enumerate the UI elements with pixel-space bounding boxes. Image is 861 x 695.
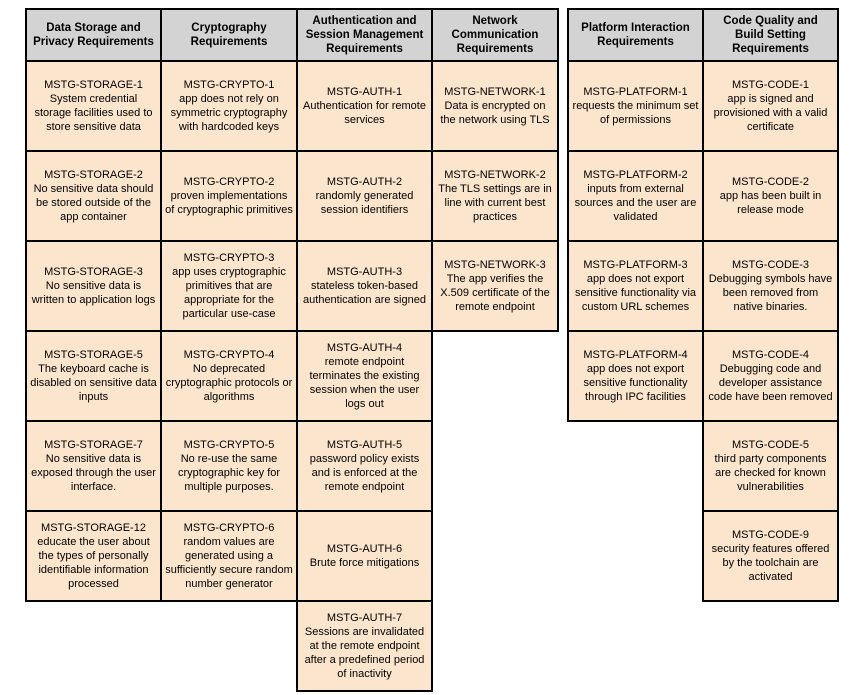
- requirement-cell: [160, 60, 298, 152]
- requirement-text: Sessions are invalidated at the remote endpoint after a predefined period of inactivity: [304, 626, 425, 680]
- requirement-id: MSTG-STORAGE-7: [44, 439, 143, 451]
- requirement-column: [25, 8, 162, 602]
- requirement-id: MSTG-CODE-5: [732, 439, 809, 451]
- requirement-cell: [567, 60, 704, 152]
- requirement-cell: [702, 150, 839, 242]
- requirement-id: MSTG-STORAGE-3: [44, 266, 143, 278]
- requirement-text: app is signed and provisioned with a valid certificate: [713, 93, 828, 133]
- requirement-text: stateless token-based authentication are signed: [303, 280, 426, 306]
- requirement-text: The app verifies the X.509 certificate of the remote endpoint: [440, 273, 550, 313]
- requirement-text: Data is encrypted on the network using TLS: [440, 100, 550, 126]
- requirement-id: MSTG-PLATFORM-4: [583, 349, 688, 361]
- requirement-text: No sensitive data is written to application logs: [31, 280, 156, 306]
- requirement-cell: [25, 420, 162, 512]
- requirement-cell: [25, 60, 162, 152]
- requirement-id: MSTG-AUTH-3: [326, 266, 403, 278]
- requirement-id: MSTG-NETWORK-3: [444, 259, 546, 271]
- requirement-text: app does not rely on symmetric cryptography with hardcoded keys: [170, 93, 288, 133]
- requirement-text: Debugging symbols have been removed from native binaries.: [708, 273, 833, 313]
- requirement-cell: [431, 150, 559, 242]
- requirement-text: No sensitive data should be stored outside of the app container: [33, 183, 154, 223]
- requirement-cell: [702, 240, 839, 332]
- requirement-cell: [25, 510, 162, 602]
- requirement-id: MSTG-CRYPTO-4: [183, 349, 275, 361]
- requirement-id: MSTG-CODE-1: [732, 79, 809, 91]
- requirement-cell: [567, 330, 704, 422]
- requirement-cell: [160, 150, 298, 242]
- requirement-cell: [25, 240, 162, 332]
- requirement-text: third party components are checked for known vulnerabilities: [714, 453, 827, 493]
- requirement-text: System credential storage facilities used to store sensitive data: [34, 93, 153, 133]
- requirement-text: app does not export sensitive functionality through IPC facilities: [583, 363, 688, 403]
- requirement-cell: [702, 330, 839, 422]
- requirement-text: inputs from external sources and the user are validated: [574, 183, 697, 223]
- requirement-text: security features offered by the toolchain are activated: [711, 543, 830, 583]
- requirement-id: MSTG-CRYPTO-3: [183, 252, 275, 264]
- requirement-cell: [160, 420, 298, 512]
- requirement-id: MSTG-PLATFORM-3: [583, 259, 688, 271]
- requirement-id: MSTG-PLATFORM-1: [583, 86, 688, 98]
- requirement-id: MSTG-STORAGE-12: [41, 522, 146, 534]
- requirement-text: No sensitive data is exposed through the user interface.: [31, 453, 156, 493]
- requirement-id: MSTG-CRYPTO-5: [183, 439, 275, 451]
- requirement-id: MSTG-CODE-4: [732, 349, 809, 361]
- requirement-cell: [296, 240, 433, 332]
- requirement-text: app does not export sensitive functionality via custom URL schemes: [574, 273, 697, 313]
- requirement-id: MSTG-AUTH-2: [326, 176, 403, 188]
- requirement-cell: [296, 420, 433, 512]
- requirement-cell: [567, 240, 704, 332]
- requirement-text: randomly generated session identifiers: [315, 190, 414, 216]
- requirement-column: [160, 8, 298, 602]
- requirement-id: MSTG-CODE-3: [732, 259, 809, 271]
- requirement-cell: [296, 600, 433, 692]
- requirement-cell: [296, 330, 433, 422]
- requirement-cell: [702, 420, 839, 512]
- requirement-cell: [702, 510, 839, 602]
- requirement-cell: [296, 150, 433, 242]
- requirement-text: Authentication for remote services: [303, 100, 426, 126]
- requirement-cell: [431, 240, 559, 332]
- requirement-text: requests the minimum set of permissions: [572, 100, 699, 126]
- requirement-column: [296, 8, 433, 692]
- requirement-id: MSTG-CRYPTO-2: [183, 176, 275, 188]
- requirement-text: No re-use the same cryptographic key for multiple purposes.: [177, 453, 281, 493]
- requirement-id: MSTG-NETWORK-1: [444, 86, 546, 98]
- requirement-id: MSTG-AUTH-4: [326, 342, 403, 354]
- requirement-cell: [296, 60, 433, 152]
- column-header: Code Quality and Build Setting Requirements: [702, 8, 839, 62]
- column-header: Authentication and Session Management Requirements: [296, 8, 433, 62]
- requirement-text: Debugging code and developer assistance code have been removed: [708, 363, 833, 403]
- requirement-cell: [160, 330, 298, 422]
- requirement-id: MSTG-AUTH-7: [326, 612, 403, 624]
- requirement-column: [567, 8, 704, 422]
- requirement-text: proven implementations of cryptographic primitives: [165, 190, 293, 216]
- column-header: Data Storage and Privacy Requirements: [25, 8, 162, 62]
- requirement-text: random values are generated using a sufficiently secure random number generator: [165, 536, 293, 590]
- requirement-cell: [296, 510, 433, 602]
- requirement-id: MSTG-NETWORK-2: [444, 169, 546, 181]
- requirement-cell: [702, 60, 839, 152]
- requirement-id: MSTG-AUTH-5: [326, 439, 403, 451]
- requirement-id: MSTG-CRYPTO-1: [183, 79, 275, 91]
- requirement-text: educate the user about the types of personally identifiable information processed: [37, 536, 150, 590]
- column-header: Network Communication Requirements: [431, 8, 559, 62]
- column-header: Platform Interaction Requirements: [567, 8, 704, 62]
- requirement-id: MSTG-STORAGE-1: [44, 79, 143, 91]
- requirement-column: [431, 8, 559, 332]
- requirement-text: app has been built in release mode: [719, 190, 822, 216]
- requirement-cell: [25, 150, 162, 242]
- requirement-id: MSTG-CODE-2: [732, 176, 809, 188]
- requirement-id: MSTG-STORAGE-5: [44, 349, 143, 361]
- requirement-cell: [567, 150, 704, 242]
- requirement-text: The TLS settings are in line with current best practices: [438, 183, 552, 223]
- requirement-text: app uses cryptographic primitives that are appropriate for the particular use-case: [172, 266, 286, 320]
- requirement-cell: [160, 510, 298, 602]
- requirement-id: MSTG-CODE-9: [732, 529, 809, 541]
- column-header: Cryptography Requirements: [160, 8, 298, 62]
- requirement-id: MSTG-STORAGE-2: [44, 169, 143, 181]
- requirement-cell: [25, 330, 162, 422]
- requirement-text: password policy exists and is enforced at the remote endpoint: [309, 453, 420, 493]
- requirement-id: MSTG-CRYPTO-6: [183, 522, 275, 534]
- requirement-cell: [160, 240, 298, 332]
- requirement-id: MSTG-AUTH-6: [326, 543, 403, 555]
- requirement-text: The keyboard cache is disabled on sensitive data inputs: [30, 363, 157, 403]
- requirement-column: [702, 8, 839, 602]
- requirement-text: Brute force mitigations: [309, 557, 420, 569]
- requirement-text: remote endpoint terminates the existing session when the user logs out: [309, 356, 420, 410]
- requirement-text: No deprecated cryptographic protocols or algorithms: [165, 363, 293, 403]
- requirement-cell: [431, 60, 559, 152]
- requirement-id: MSTG-PLATFORM-2: [583, 169, 688, 181]
- requirement-id: MSTG-AUTH-1: [326, 86, 403, 98]
